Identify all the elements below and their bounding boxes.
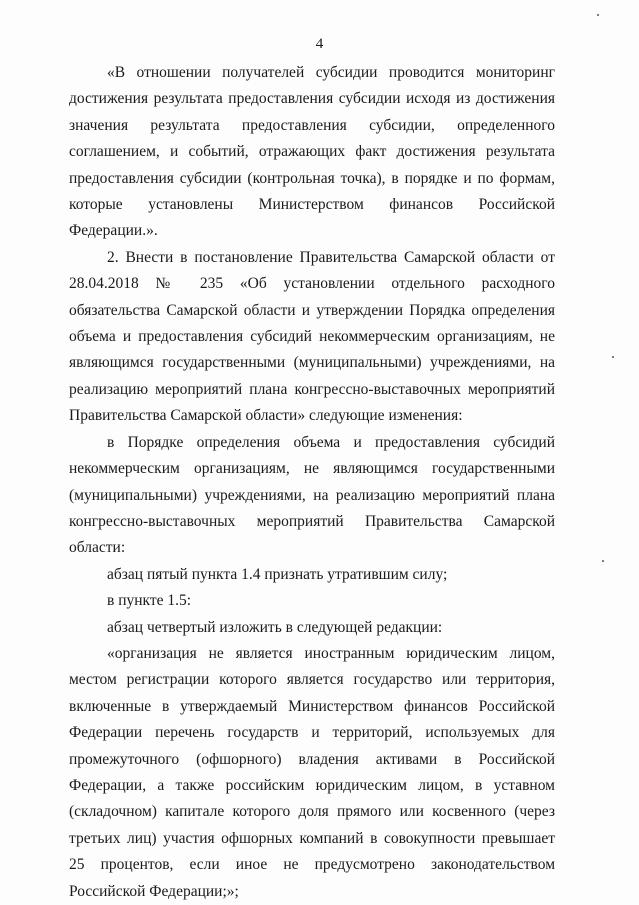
scan-speck	[597, 14, 599, 16]
paragraph-monitoring: «В отношении получателей субсидии проводится мониторинг достижения результата предоставления субсидии исходя из достижения значения результата предоставления субсидии, определенного соглашением, и событий, отражающих факт достижения результата предоставления субсидии (контрольная точка), в порядке и по формам, которые установлены Министерством финансов Российской Федерации.».	[69, 64, 555, 240]
scan-speck	[612, 356, 614, 358]
paragraph-amendment-2: 2. Внести в постановление Правительства Самарской области от 28.04.2018 № 235 «Об установлении отдельного расходного обязательства Самарской области и утверждении Порядка определения объема и предоставления субсидий некоммерческим организациям, не являющимся государственными (муниципальными) учреждениями, на реализацию мероприятий плана конгрессно-выставочных мероприятий Правительства Самарской области» следующие изменения:	[69, 248, 555, 425]
document-body	[69, 60, 555, 905]
paragraph-procedure: в Порядке определения объема и предоставления субсидий некоммерческим организациям, не являющимся государственными (муниципальными) учреждениями, на реализацию мероприятий плана конгрессно-выставочных мероприятий Правительства Самарской области:	[69, 433, 555, 557]
paragraph-clause-1-4: абзац пятый пункта 1.4 признать утратившим силу;	[107, 565, 448, 583]
scan-speck	[602, 560, 604, 562]
paragraph-fourth-indent: абзац четвертый изложить в следующей редакции:	[107, 618, 443, 636]
paragraph-offshore: «организация не является иностранным юридическим лицом, местом регистрации которого является государство или территория, включенные в утверждаемый Министерством финансов Российской Федерации перечень государств и территорий, используемых для промежуточного (офшорного) владения активами в Российской Федерации, а также российским юридическим лицом, в уставном (складочном) капитале которого доля прямого или косвенного (через третьих лиц) участия офшорных компаний в совокупности превышает 25 процентов, если иное не предусмотрено законодательством Российской Федерации;»;	[69, 644, 555, 900]
page-number: 4	[315, 36, 324, 52]
paragraph-clause-1-5: в пункте 1.5:	[107, 592, 192, 610]
